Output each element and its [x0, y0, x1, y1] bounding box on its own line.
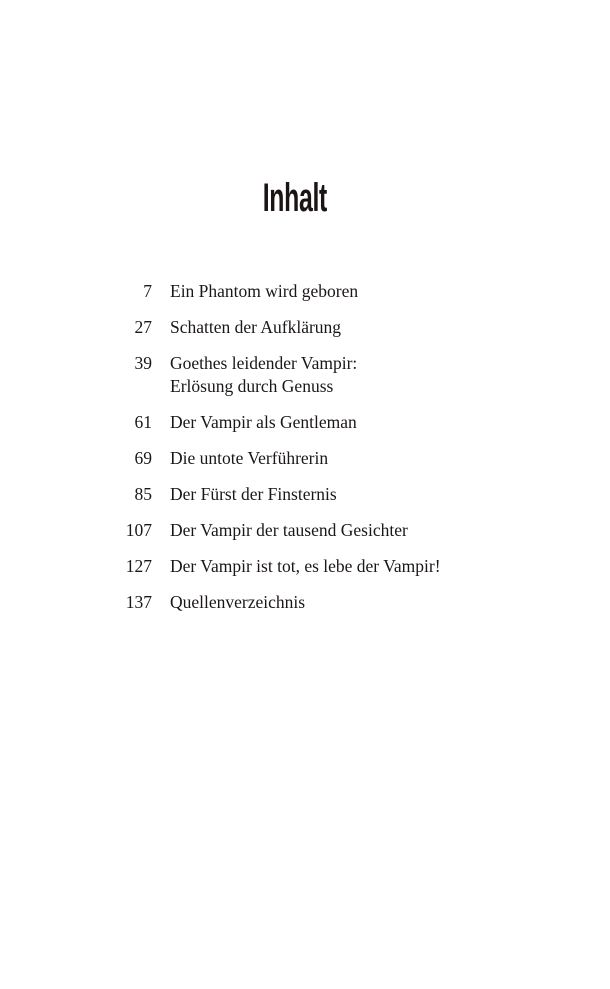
toc-chapter-title-line: Der Vampir der tausend Gesichter	[170, 520, 408, 540]
table-of-contents	[0, 280, 610, 627]
toc-chapter-title	[170, 555, 441, 578]
toc-entry	[0, 411, 610, 434]
toc-chapter-title	[170, 280, 358, 303]
toc-entry	[0, 447, 610, 470]
toc-page-number: 27	[134, 317, 152, 337]
toc-chapter-title	[170, 447, 328, 470]
toc-chapter-title-line: Der Vampir als Gentleman	[170, 412, 357, 432]
toc-chapter-title-line: Erlösung durch Genuss	[170, 376, 334, 396]
toc-page-number: 39	[134, 353, 152, 373]
toc-chapter-title	[170, 591, 305, 614]
title-text: Inhalt	[262, 176, 328, 220]
toc-entry	[0, 316, 610, 339]
toc-chapter-title-line: Schatten der Aufklärung	[170, 317, 342, 337]
toc-chapter-title	[170, 316, 341, 339]
toc-entry	[0, 591, 610, 614]
toc-entry	[0, 352, 610, 398]
toc-entry	[0, 519, 610, 542]
toc-chapter-title-line: Der Fürst der Finsternis	[170, 484, 337, 504]
toc-page-number: 69	[134, 448, 152, 468]
toc-page-number: 107	[125, 520, 152, 540]
toc-chapter-title-line: Der Vampir ist tot, es lebe der Vampir!	[170, 556, 441, 576]
toc-chapter-title	[170, 352, 357, 398]
toc-page-number: 61	[134, 412, 152, 432]
toc-chapter-title	[170, 411, 357, 434]
toc-chapter-title-line: Ein Phantom wird geboren	[170, 281, 359, 301]
toc-page-number: 7	[143, 281, 152, 301]
toc-chapter-title	[170, 519, 408, 542]
toc-chapter-title-line: Goethes leidender Vampir:	[170, 353, 358, 373]
toc-page-number: 137	[125, 592, 152, 612]
toc-entry	[0, 483, 610, 506]
toc-page-number: 85	[134, 484, 152, 504]
toc-page-number: 127	[125, 556, 152, 576]
toc-chapter-title	[170, 483, 337, 506]
toc-entry	[0, 555, 610, 578]
toc-entry	[0, 280, 610, 303]
page-title	[0, 176, 590, 220]
toc-chapter-title-line: Die untote Verführerin	[170, 448, 329, 468]
toc-chapter-title-line: Quellenverzeichnis	[170, 592, 306, 612]
